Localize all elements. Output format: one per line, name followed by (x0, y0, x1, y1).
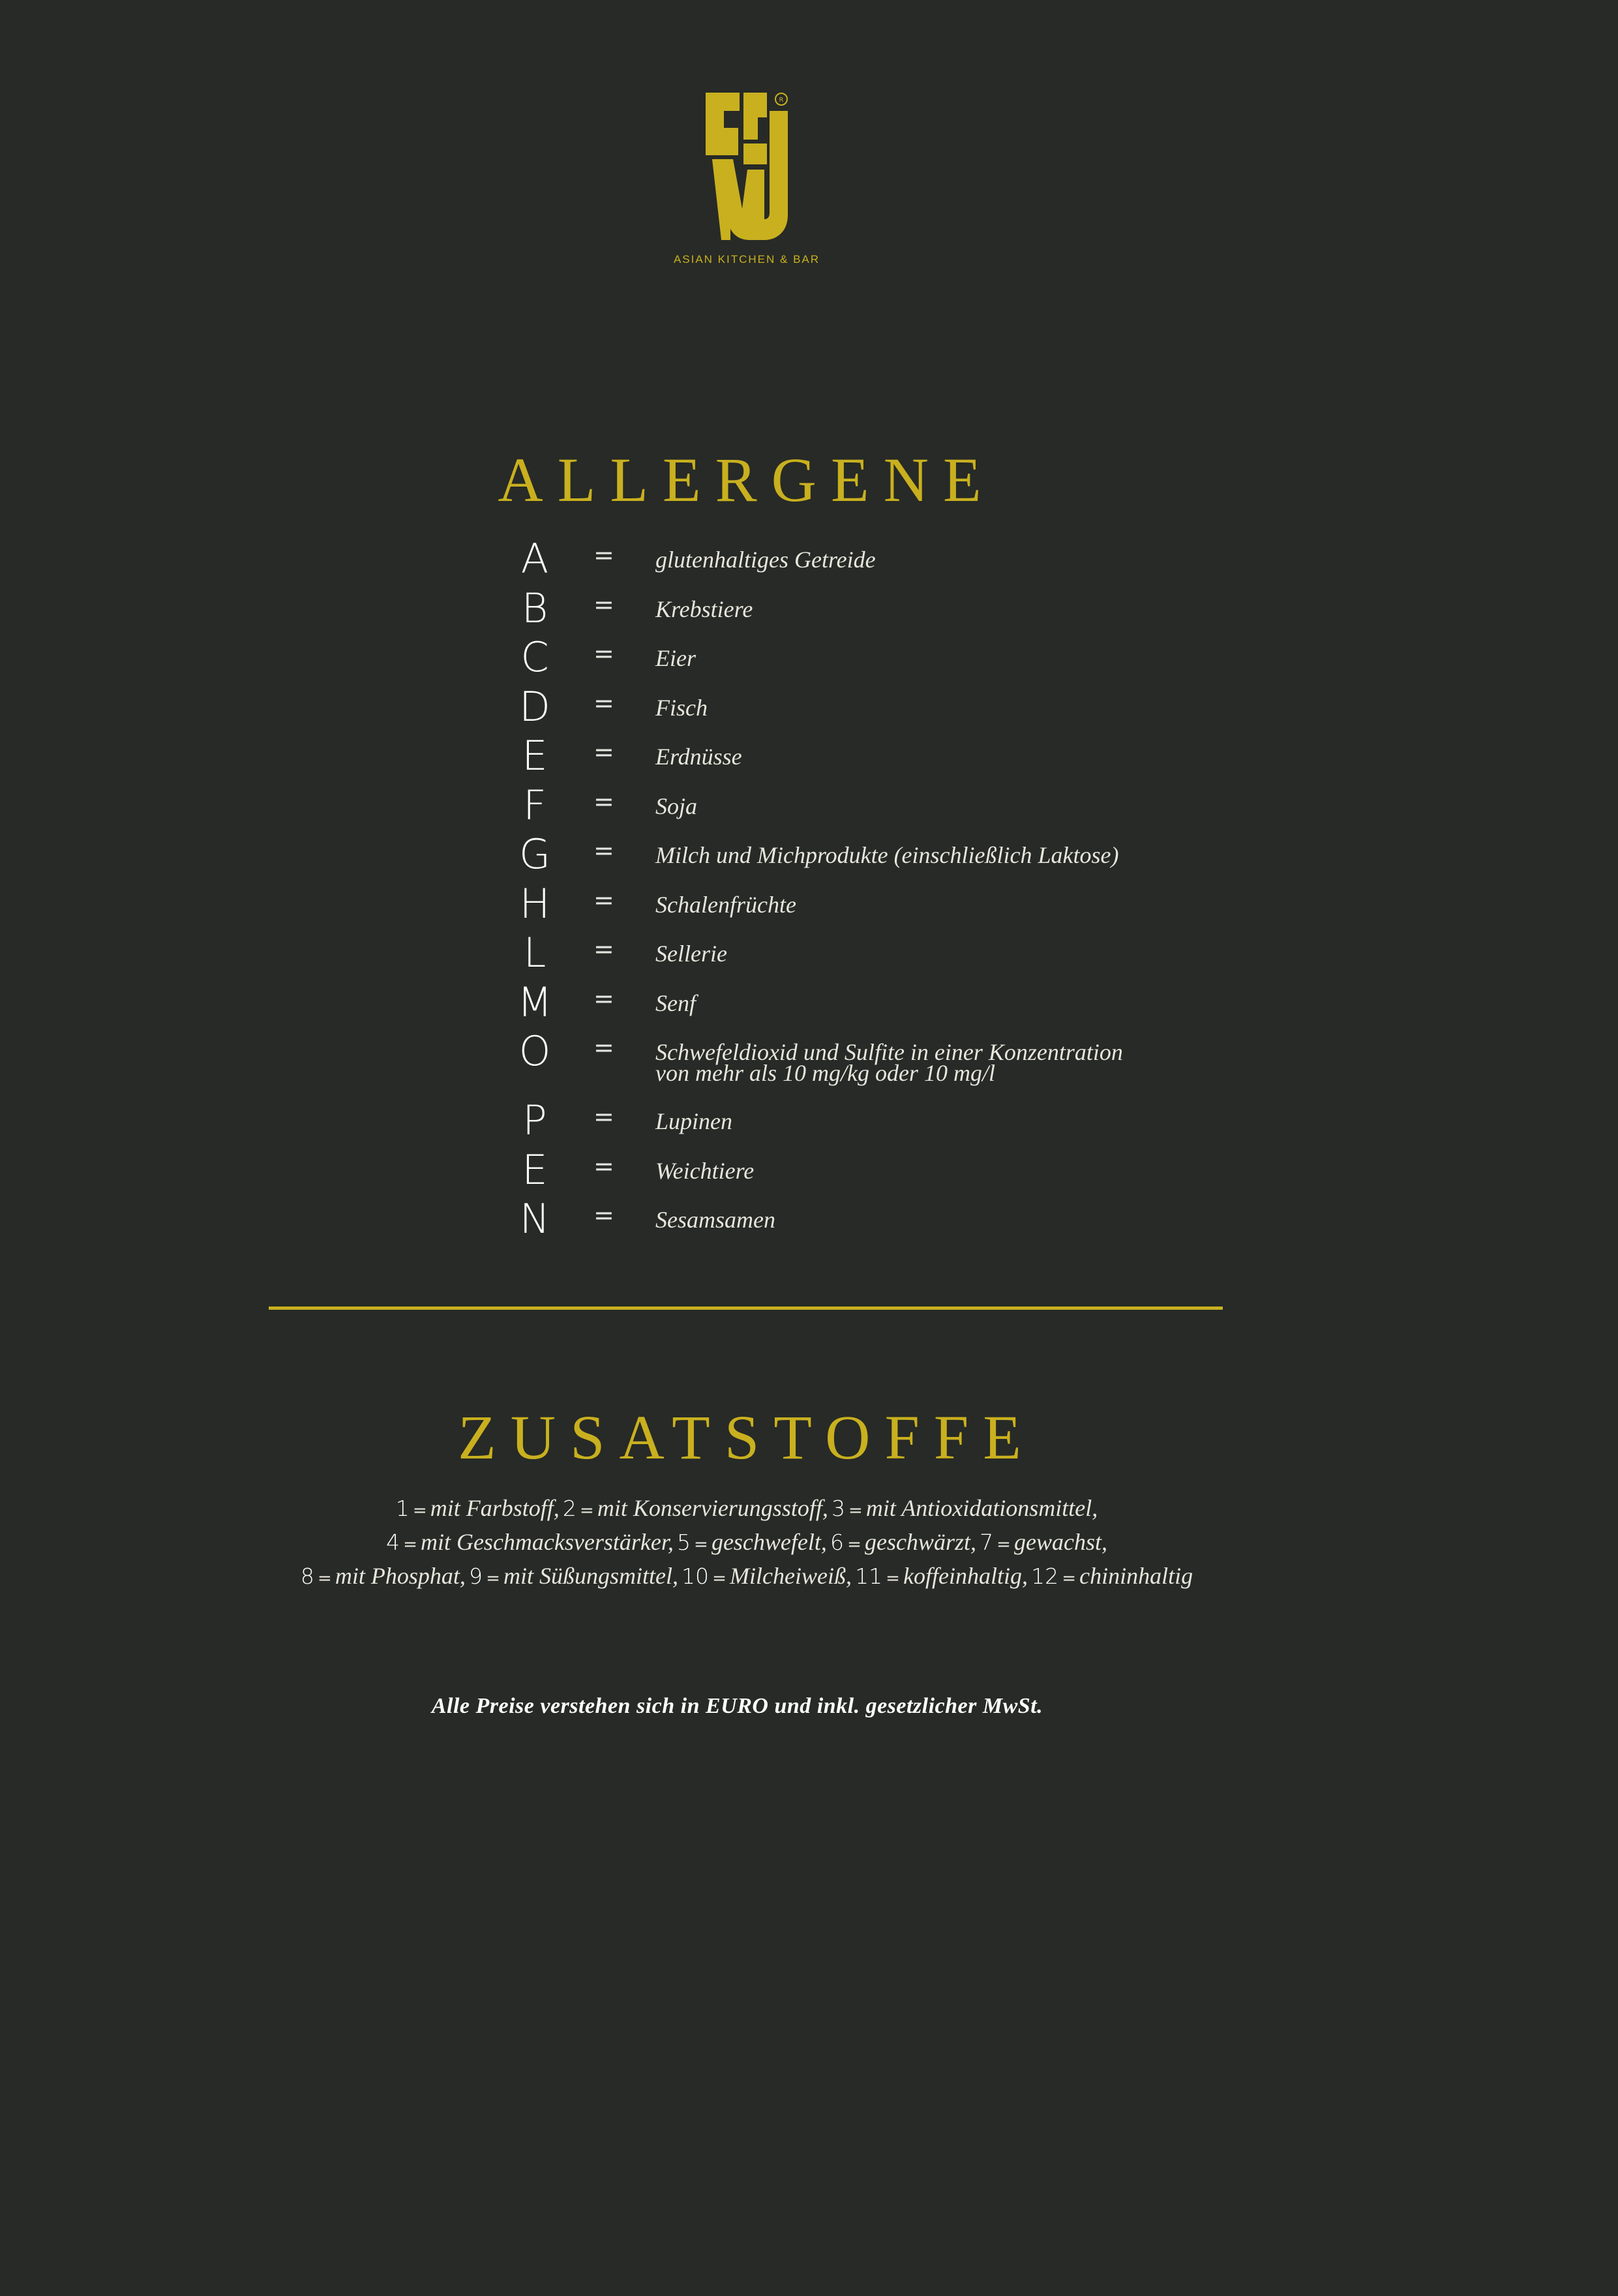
additive-text: mit Phosphat, (335, 1563, 466, 1589)
allergen-description (655, 793, 698, 819)
additive-entry (468, 1563, 678, 1589)
allergen-description-line: Sellerie (655, 941, 727, 967)
allergen-equals-sign: = (593, 836, 614, 865)
additive-entry (980, 1529, 1108, 1555)
additive-text: geschwefelt, (711, 1529, 827, 1555)
additive-text: Milcheiweiß, (730, 1563, 852, 1589)
allergen-code: N (519, 1195, 550, 1243)
additive-text: mit Geschmacksverstärker, (420, 1529, 674, 1555)
additive-number: 7 (980, 1530, 994, 1555)
allergen-description-line: Sesamsamen (655, 1207, 775, 1233)
allergen-equals-sign: = (593, 1201, 614, 1230)
allergen-equals-sign: = (593, 1102, 614, 1131)
allergen-code: H (519, 879, 550, 928)
allergen-row (515, 930, 1363, 980)
allergen-description (655, 891, 796, 918)
additive-number: 2 (562, 1496, 577, 1521)
allergen-row (515, 980, 1363, 1029)
additive-equals-sign: = (317, 1569, 332, 1588)
allergen-description-line: Weichtiere (655, 1157, 755, 1184)
allergen-description (655, 694, 708, 721)
additive-entry (1031, 1563, 1193, 1589)
allergen-description (655, 842, 1119, 868)
additive-equals-sign: = (403, 1535, 417, 1554)
allergen-code: E (522, 732, 548, 779)
additive-entry (562, 1495, 828, 1521)
section-divider (269, 1307, 1223, 1310)
allergen-row (515, 733, 1363, 783)
allergen-description-line: Erdnüsse (655, 744, 742, 770)
allergen-description-line: Milch und Michprodukte (einschließlich Laktose) (655, 842, 1119, 868)
allergen-row (515, 1029, 1363, 1098)
allergen-row (515, 635, 1363, 684)
allergen-description (655, 1157, 755, 1184)
allergen-code: P (522, 1096, 547, 1144)
additive-equals-sign: = (486, 1569, 500, 1588)
allergen-row (515, 881, 1363, 931)
allergen-row (515, 684, 1363, 734)
allergen-description-line: Lupinen (655, 1108, 733, 1134)
allergen-description (655, 1108, 733, 1134)
additive-entry (682, 1563, 852, 1589)
allergen-code: C (520, 633, 549, 681)
allergen-description (655, 596, 753, 622)
allergen-code: L (523, 929, 547, 976)
additive-equals-sign: = (847, 1535, 861, 1554)
additive-number: 12 (1031, 1563, 1059, 1589)
allergen-equals-sign: = (593, 935, 614, 963)
allergen-description-line: Schwefeldioxid und Sulfite in einer Konzentration (655, 1039, 1123, 1065)
restaurant-logo (704, 91, 789, 241)
allergen-description-line: Senf (655, 989, 696, 1016)
additive-equals-sign: = (412, 1501, 427, 1520)
allergen-equals-sign: = (593, 639, 614, 668)
allergen-equals-sign: = (593, 590, 614, 619)
allergen-equals-sign: = (593, 885, 614, 914)
allergen-equals-sign: = (593, 984, 614, 1013)
allergen-description (655, 547, 876, 573)
additive-text: geschwärzt, (864, 1529, 976, 1555)
allergens-title: ALLERGENE (498, 445, 996, 515)
allergen-equals-sign: = (593, 688, 614, 718)
allergen-equals-sign: = (593, 541, 614, 569)
additive-text: chininhaltig (1079, 1563, 1193, 1589)
additive-entry (300, 1563, 466, 1589)
allergen-description (655, 645, 696, 671)
allergen-code: E (522, 1145, 548, 1194)
allergen-equals-sign: = (593, 738, 614, 766)
additive-number: 5 (676, 1530, 691, 1555)
additive-number: 9 (468, 1563, 483, 1589)
additive-number: 10 (682, 1563, 710, 1589)
additive-number: 11 (855, 1563, 883, 1589)
additive-text: koffeinhaltig, (903, 1563, 1028, 1589)
additive-text: mit Süßungsmittel, (503, 1563, 678, 1589)
allergen-description-line: Krebstiere (655, 596, 753, 622)
logo-tagline: ASIAN KITCHEN & BAR (673, 253, 820, 265)
allergen-description (655, 744, 742, 770)
allergen-description-line: Eier (655, 645, 696, 671)
allergen-code: F (523, 781, 547, 829)
additive-entry (830, 1529, 976, 1555)
additive-number: 8 (300, 1563, 314, 1589)
additive-entry (385, 1529, 674, 1555)
additive-text: mit Antioxidationsmittel, (865, 1495, 1098, 1521)
additive-equals-sign: = (579, 1501, 594, 1520)
allergen-code: G (518, 830, 551, 878)
allergen-description (655, 941, 727, 967)
additives-line (0, 1525, 1493, 1559)
additive-entry (395, 1495, 560, 1521)
allergen-description-line: Schalenfrüchte (655, 891, 796, 918)
additive-equals-sign: = (886, 1569, 900, 1588)
allergen-equals-sign: = (593, 1033, 614, 1062)
additive-number: 6 (830, 1530, 844, 1555)
additive-equals-sign: = (848, 1501, 863, 1520)
allergen-row (515, 586, 1363, 635)
additive-equals-sign: = (1062, 1569, 1077, 1588)
additives-title: ZUSATSTOFFE (458, 1402, 1036, 1472)
svg-text:R: R (779, 97, 784, 104)
additives-line (0, 1491, 1493, 1525)
additives-list (0, 1491, 1493, 1593)
allergen-row (515, 832, 1363, 881)
additive-text: mit Konservierungsstoff, (597, 1495, 828, 1521)
allergen-description (655, 989, 696, 1016)
allergen-code: A (520, 535, 549, 582)
allergen-equals-sign: = (593, 1151, 614, 1181)
additive-number: 3 (831, 1496, 845, 1521)
additive-text: gewachst, (1014, 1529, 1108, 1555)
allergen-code: D (519, 682, 550, 731)
allergen-row (515, 536, 1363, 586)
logo-mark-icon (704, 91, 789, 241)
allergen-list (515, 536, 1363, 1246)
allergen-row (515, 1196, 1363, 1246)
allergen-row (515, 1147, 1363, 1197)
allergen-code: B (521, 584, 548, 632)
allergen-description-line: Soja (655, 793, 698, 819)
allergen-code: O (518, 1027, 551, 1075)
additive-text: mit Farbstoff, (430, 1495, 560, 1521)
allergen-description-line: Fisch (655, 694, 708, 721)
additive-entry (831, 1495, 1098, 1521)
additive-entry (855, 1563, 1028, 1589)
allergen-code: M (517, 978, 552, 1026)
additive-equals-sign: = (712, 1569, 727, 1588)
allergen-equals-sign: = (593, 787, 614, 816)
additive-entry (676, 1529, 827, 1555)
allergen-description-line: glutenhaltiges Getreide (655, 547, 876, 573)
allergen-description (655, 1207, 775, 1233)
price-note: Alle Preise verstehen sich in EURO und inkl. gesetzlicher MwSt. (431, 1694, 1043, 1718)
additives-line (0, 1559, 1493, 1593)
allergen-description (655, 1039, 1123, 1086)
allergen-row (515, 783, 1363, 832)
allergen-row (515, 1098, 1363, 1147)
allergen-description-line: von mehr als 10 mg/kg oder 10 mg/l (655, 1060, 995, 1086)
additive-equals-sign: = (694, 1535, 708, 1554)
additive-number: 4 (385, 1530, 400, 1555)
additive-equals-sign: = (996, 1535, 1011, 1554)
additive-number: 1 (395, 1496, 410, 1521)
